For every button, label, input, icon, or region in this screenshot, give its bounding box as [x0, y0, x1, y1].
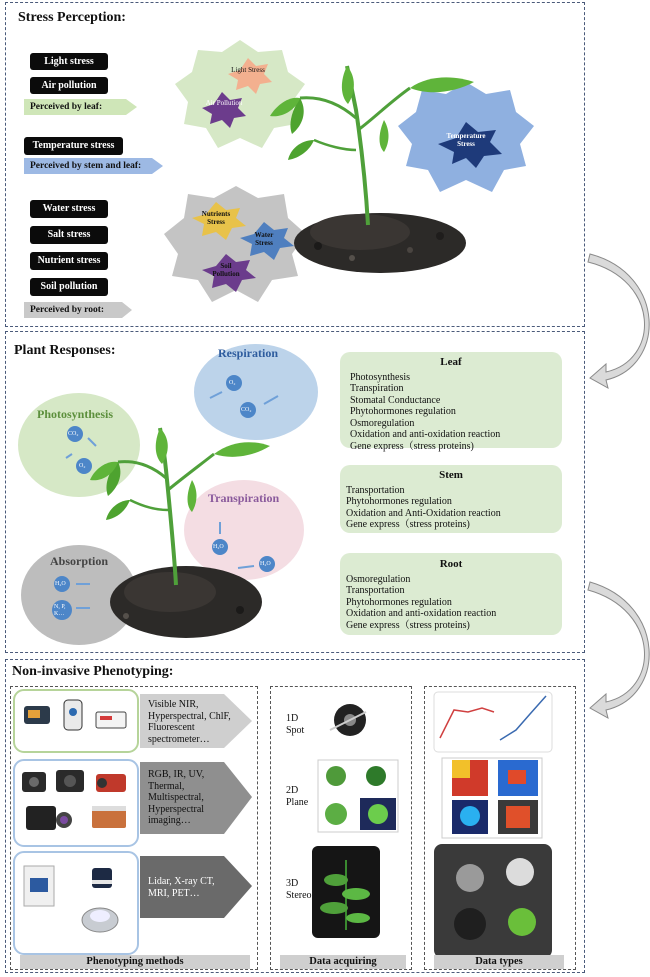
temperature-star-label: Temperature Stress [446, 132, 486, 148]
respiration-o2: O₂ [229, 380, 236, 386]
transpiration-label: Transpiration [208, 491, 280, 505]
method-text-2: RGB, IR, UV, Thermal, Multispectral, Hyperspectral imaging… [148, 769, 205, 826]
acquire-3d-name: Stereo [286, 890, 312, 901]
stem-box-title: Stem [439, 469, 463, 481]
stem-item: Gene express（stress proteins) [346, 519, 470, 530]
absorption-npk: N, P, K… [54, 604, 66, 617]
absorption-h2o: H₂O [55, 581, 66, 587]
stem-item: Oxidation and Anti-Oxidation reaction [346, 507, 501, 519]
root-item: Oxidation and anti-oxidation reaction [346, 608, 497, 619]
soil-pollution-label: Soil pollution [30, 278, 108, 296]
light-stress-star-label: Light Stress [231, 66, 265, 74]
perceived-by-root-arrow: Perceived by root: [30, 305, 105, 315]
root-box-title: Root [439, 558, 463, 570]
air-pollution-star-label: Air Pollution [205, 99, 243, 107]
types-footer: Data types [434, 955, 564, 969]
water-stress-label: Water stress [30, 200, 108, 218]
nutrients-star-label: Nutrients Stress [201, 210, 231, 226]
photosynthesis-co2: CO₂ [68, 431, 79, 437]
salt-stress-label: Salt stress [30, 226, 108, 244]
perceived-by-leaf-arrow: Perceived by leaf: [30, 102, 103, 112]
perceived-by-stem-leaf-arrow: Perceived by stem and leaf: [30, 161, 142, 171]
absorption-label: Absorption [50, 554, 109, 568]
acquire-3d-dim: 3D [286, 878, 299, 889]
leaf-item: Oxidation and anti-oxidation reaction [350, 429, 501, 440]
soil-star-label: Soil Pollution [212, 262, 240, 278]
root-item: Phytohormones regulation [346, 596, 452, 608]
transpiration-h2o-b: H₂O [260, 561, 271, 567]
respiration-co2: CO₂ [241, 407, 252, 413]
air-pollution-label: Air pollution [30, 77, 108, 94]
light-stress-label: Light stress [30, 53, 108, 70]
leaf-box-title: Leaf [440, 356, 462, 368]
photosynthesis-label: Photosynthesis [37, 407, 114, 421]
leaf-item: Transpiration [350, 383, 404, 394]
leaf-item: Phytohormones regulation [350, 406, 456, 417]
root-item: Transportation [346, 585, 405, 596]
method-text-3: Lidar, X-ray CT, MRI, PET… [148, 876, 215, 899]
leaf-item: Gene express（stress proteins) [350, 440, 474, 452]
leaf-item: Osmoregulation [350, 417, 415, 429]
water-star-label: Water Stress [254, 231, 274, 247]
plant-responses-title: Plant Responses: [14, 343, 116, 358]
3d-model-images [434, 844, 552, 958]
acquiring-footer: Data acquiring [280, 955, 406, 969]
stem-item: Transportation [346, 484, 405, 496]
line-plots-image [434, 692, 552, 752]
leaf-item: Stomatal Conductance [350, 394, 441, 406]
root-item: Osmoregulation [346, 573, 411, 585]
leaf-item: Photosynthesis [350, 371, 411, 383]
respiration-label: Respiration [218, 346, 278, 360]
root-item: Gene express（stress proteins) [346, 619, 470, 631]
acquire-1d-dim: 1D [286, 713, 299, 724]
transpiration-h2o-a: H₂O [213, 544, 224, 550]
stress-perception-title: Stress Perception: [18, 10, 126, 25]
acquire-2d-name: Plane [286, 797, 309, 808]
photosynthesis-o2: O₂ [79, 463, 86, 469]
acquire-1d-name: Spot [286, 725, 305, 736]
temperature-stress-label: Temperature stress [24, 137, 123, 155]
methods-footer: Phenotyping methods [20, 955, 250, 969]
phenotyping-title: Non-invasive Phenotyping: [12, 664, 174, 679]
stem-item: Phytohormones regulation [346, 496, 452, 507]
acquire-2d-dim: 2D [286, 785, 299, 796]
method-text-1: Visible NIR, Hyperspectral, ChlF, Fluorescent spectrometer… [148, 699, 231, 745]
nutrient-stress-label: Nutrient stress [30, 252, 108, 270]
